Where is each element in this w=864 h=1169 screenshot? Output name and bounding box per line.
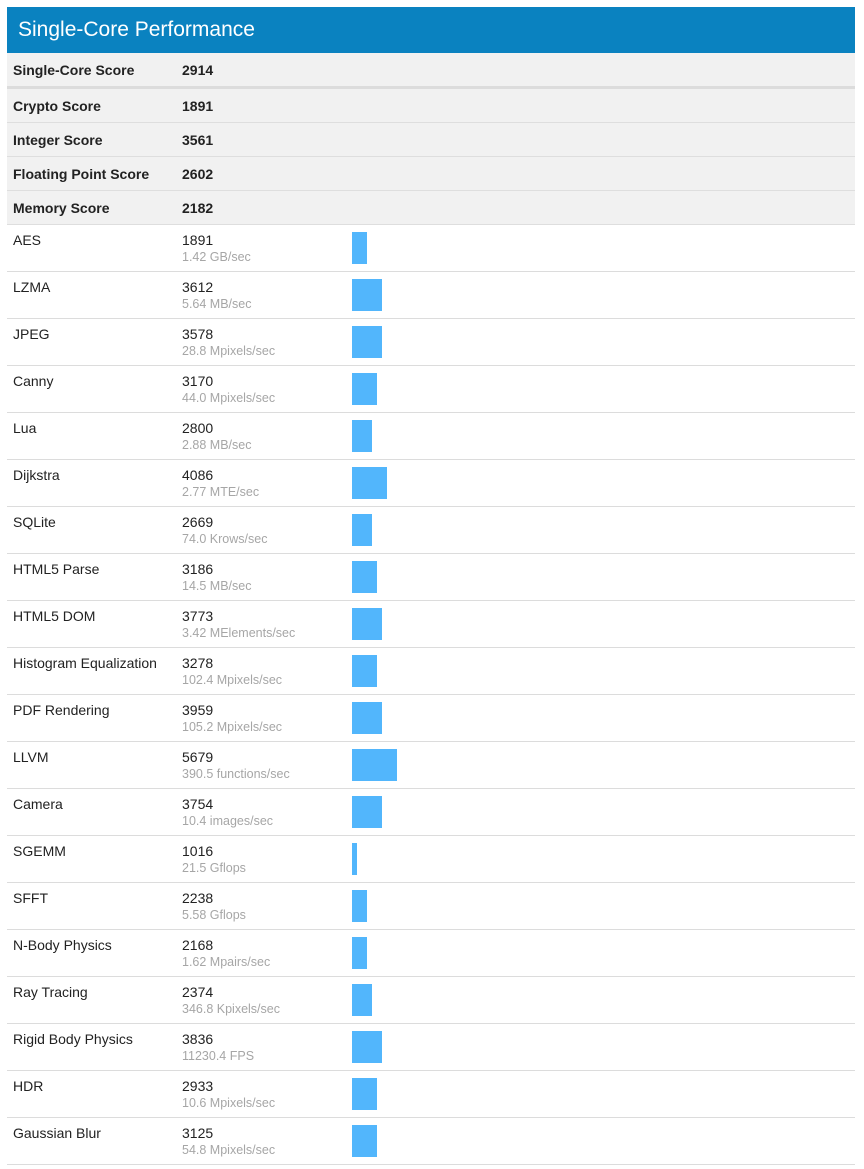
benchmark-rate: 5.58 Gflops [182, 908, 246, 922]
benchmark-rate: 2.77 MTE/sec [182, 485, 260, 499]
benchmark-name: Lua [13, 420, 37, 436]
benchmark-row [7, 366, 855, 413]
benchmark-score: 3754 [182, 796, 214, 812]
benchmark-rate: 105.2 Mpixels/sec [182, 720, 283, 734]
benchmark-rate: 14.5 MB/sec [182, 579, 252, 593]
benchmark-row [7, 742, 855, 789]
benchmark-rate: 1.62 Mpairs/sec [182, 955, 271, 969]
summary-value: 3561 [182, 132, 214, 148]
summary-value: 2602 [182, 166, 214, 182]
benchmark-bar [352, 890, 367, 922]
benchmark-bar [352, 843, 357, 875]
summary-label: Single-Core Score [13, 62, 135, 78]
summary-label: Crypto Score [13, 98, 101, 114]
benchmark-bar [352, 608, 382, 640]
benchmark-bar [352, 702, 382, 734]
benchmark-bar [352, 655, 377, 687]
summary-value: 1891 [182, 98, 214, 114]
benchmark-rate: 346.8 Kpixels/sec [182, 1002, 280, 1016]
benchmark-score: 3278 [182, 655, 214, 671]
benchmark-bar [352, 279, 382, 311]
benchmark-score: 3773 [182, 608, 214, 624]
benchmark-row [7, 460, 855, 507]
benchmark-bar [352, 1078, 377, 1110]
benchmark-bar [352, 420, 372, 452]
summary-row [7, 89, 855, 123]
benchmark-name: Rigid Body Physics [13, 1031, 133, 1047]
benchmark-name: SQLite [13, 514, 56, 530]
benchmark-score: 3170 [182, 373, 214, 389]
benchmark-row [7, 977, 855, 1024]
benchmark-rate: 21.5 Gflops [182, 861, 246, 875]
benchmark-name: SFFT [13, 890, 48, 906]
benchmark-score: 2168 [182, 937, 214, 953]
benchmark-score: 3578 [182, 326, 214, 342]
benchmark-row [7, 272, 855, 319]
single-core-performance-panel [7, 7, 855, 1165]
benchmark-row [7, 319, 855, 366]
benchmark-rate: 102.4 Mpixels/sec [182, 673, 283, 687]
benchmark-row [7, 648, 855, 695]
summary-row [7, 123, 855, 157]
benchmark-bar [352, 232, 367, 264]
benchmark-score: 2933 [182, 1078, 214, 1094]
benchmark-rate: 2.88 MB/sec [182, 438, 252, 452]
summary-row [7, 191, 855, 225]
benchmark-score: 5679 [182, 749, 214, 765]
benchmark-bar [352, 796, 382, 828]
benchmark-rate: 390.5 functions/sec [182, 767, 290, 781]
benchmark-bar [352, 373, 377, 405]
section-title: Single-Core Performance [7, 7, 855, 53]
summary-row [7, 53, 855, 89]
benchmark-bar [352, 467, 387, 499]
benchmark-name: HDR [13, 1078, 44, 1094]
benchmark-bar [352, 514, 372, 546]
benchmark-bar [352, 749, 397, 781]
benchmark-row [7, 1118, 855, 1165]
summary-value: 2914 [182, 62, 214, 78]
benchmark-row [7, 554, 855, 601]
benchmark-name: N-Body Physics [13, 937, 112, 953]
benchmark-bar [352, 326, 382, 358]
benchmark-name: HTML5 Parse [13, 561, 100, 577]
benchmark-score: 1891 [182, 232, 214, 248]
benchmark-name: PDF Rendering [13, 702, 110, 718]
benchmark-bar [352, 1125, 377, 1157]
benchmark-rate: 11230.4 FPS [182, 1049, 255, 1063]
benchmark-score: 2238 [182, 890, 214, 906]
benchmark-name: Dijkstra [13, 467, 60, 483]
benchmark-bar [352, 561, 377, 593]
benchmark-score: 3186 [182, 561, 214, 577]
benchmark-row [7, 836, 855, 883]
benchmark-row [7, 225, 855, 272]
benchmark-rate: 5.64 MB/sec [182, 297, 252, 311]
benchmark-row [7, 930, 855, 977]
benchmark-rate: 74.0 Krows/sec [182, 532, 268, 546]
benchmark-score: 1016 [182, 843, 214, 859]
benchmark-row [7, 1024, 855, 1071]
benchmark-name: HTML5 DOM [13, 608, 96, 624]
benchmark-score: 3959 [182, 702, 214, 718]
benchmark-row [7, 601, 855, 648]
benchmark-rate: 10.4 images/sec [182, 814, 274, 828]
benchmark-score: 4086 [182, 467, 214, 483]
benchmark-rate: 28.8 Mpixels/sec [182, 344, 276, 358]
benchmark-name: JPEG [13, 326, 50, 342]
benchmark-rate: 1.42 GB/sec [182, 250, 251, 264]
benchmark-row [7, 413, 855, 460]
benchmark-name: LLVM [13, 749, 49, 765]
summary-table [7, 53, 855, 225]
benchmark-row [7, 883, 855, 930]
benchmark-rate: 54.8 Mpixels/sec [182, 1143, 276, 1157]
benchmark-name: Histogram Equalization [13, 655, 157, 671]
summary-value: 2182 [182, 200, 214, 216]
benchmark-name: Camera [13, 796, 63, 812]
benchmark-rate: 10.6 Mpixels/sec [182, 1096, 276, 1110]
benchmark-score: 2800 [182, 420, 214, 436]
benchmark-row [7, 695, 855, 742]
benchmark-table [7, 225, 855, 1165]
benchmark-rate: 44.0 Mpixels/sec [182, 391, 276, 405]
summary-row [7, 157, 855, 191]
benchmark-score: 3836 [182, 1031, 214, 1047]
benchmark-score: 2669 [182, 514, 214, 530]
summary-label: Floating Point Score [13, 166, 150, 182]
benchmark-score: 3125 [182, 1125, 214, 1141]
benchmark-name: Canny [13, 373, 54, 389]
benchmark-bar [352, 1031, 382, 1063]
benchmark-rate: 3.42 MElements/sec [182, 626, 296, 640]
benchmark-score: 2374 [182, 984, 214, 1000]
summary-label: Integer Score [13, 132, 103, 148]
benchmark-bar [352, 937, 367, 969]
benchmark-name: Gaussian Blur [13, 1125, 101, 1141]
benchmark-bar [352, 984, 372, 1016]
benchmark-row [7, 789, 855, 836]
benchmark-name: Ray Tracing [13, 984, 88, 1000]
summary-label: Memory Score [13, 200, 110, 216]
benchmark-name: SGEMM [13, 843, 66, 859]
benchmark-score: 3612 [182, 279, 214, 295]
benchmark-name: AES [13, 232, 42, 248]
benchmark-row [7, 1071, 855, 1118]
benchmark-name: LZMA [13, 279, 51, 295]
benchmark-row [7, 507, 855, 554]
